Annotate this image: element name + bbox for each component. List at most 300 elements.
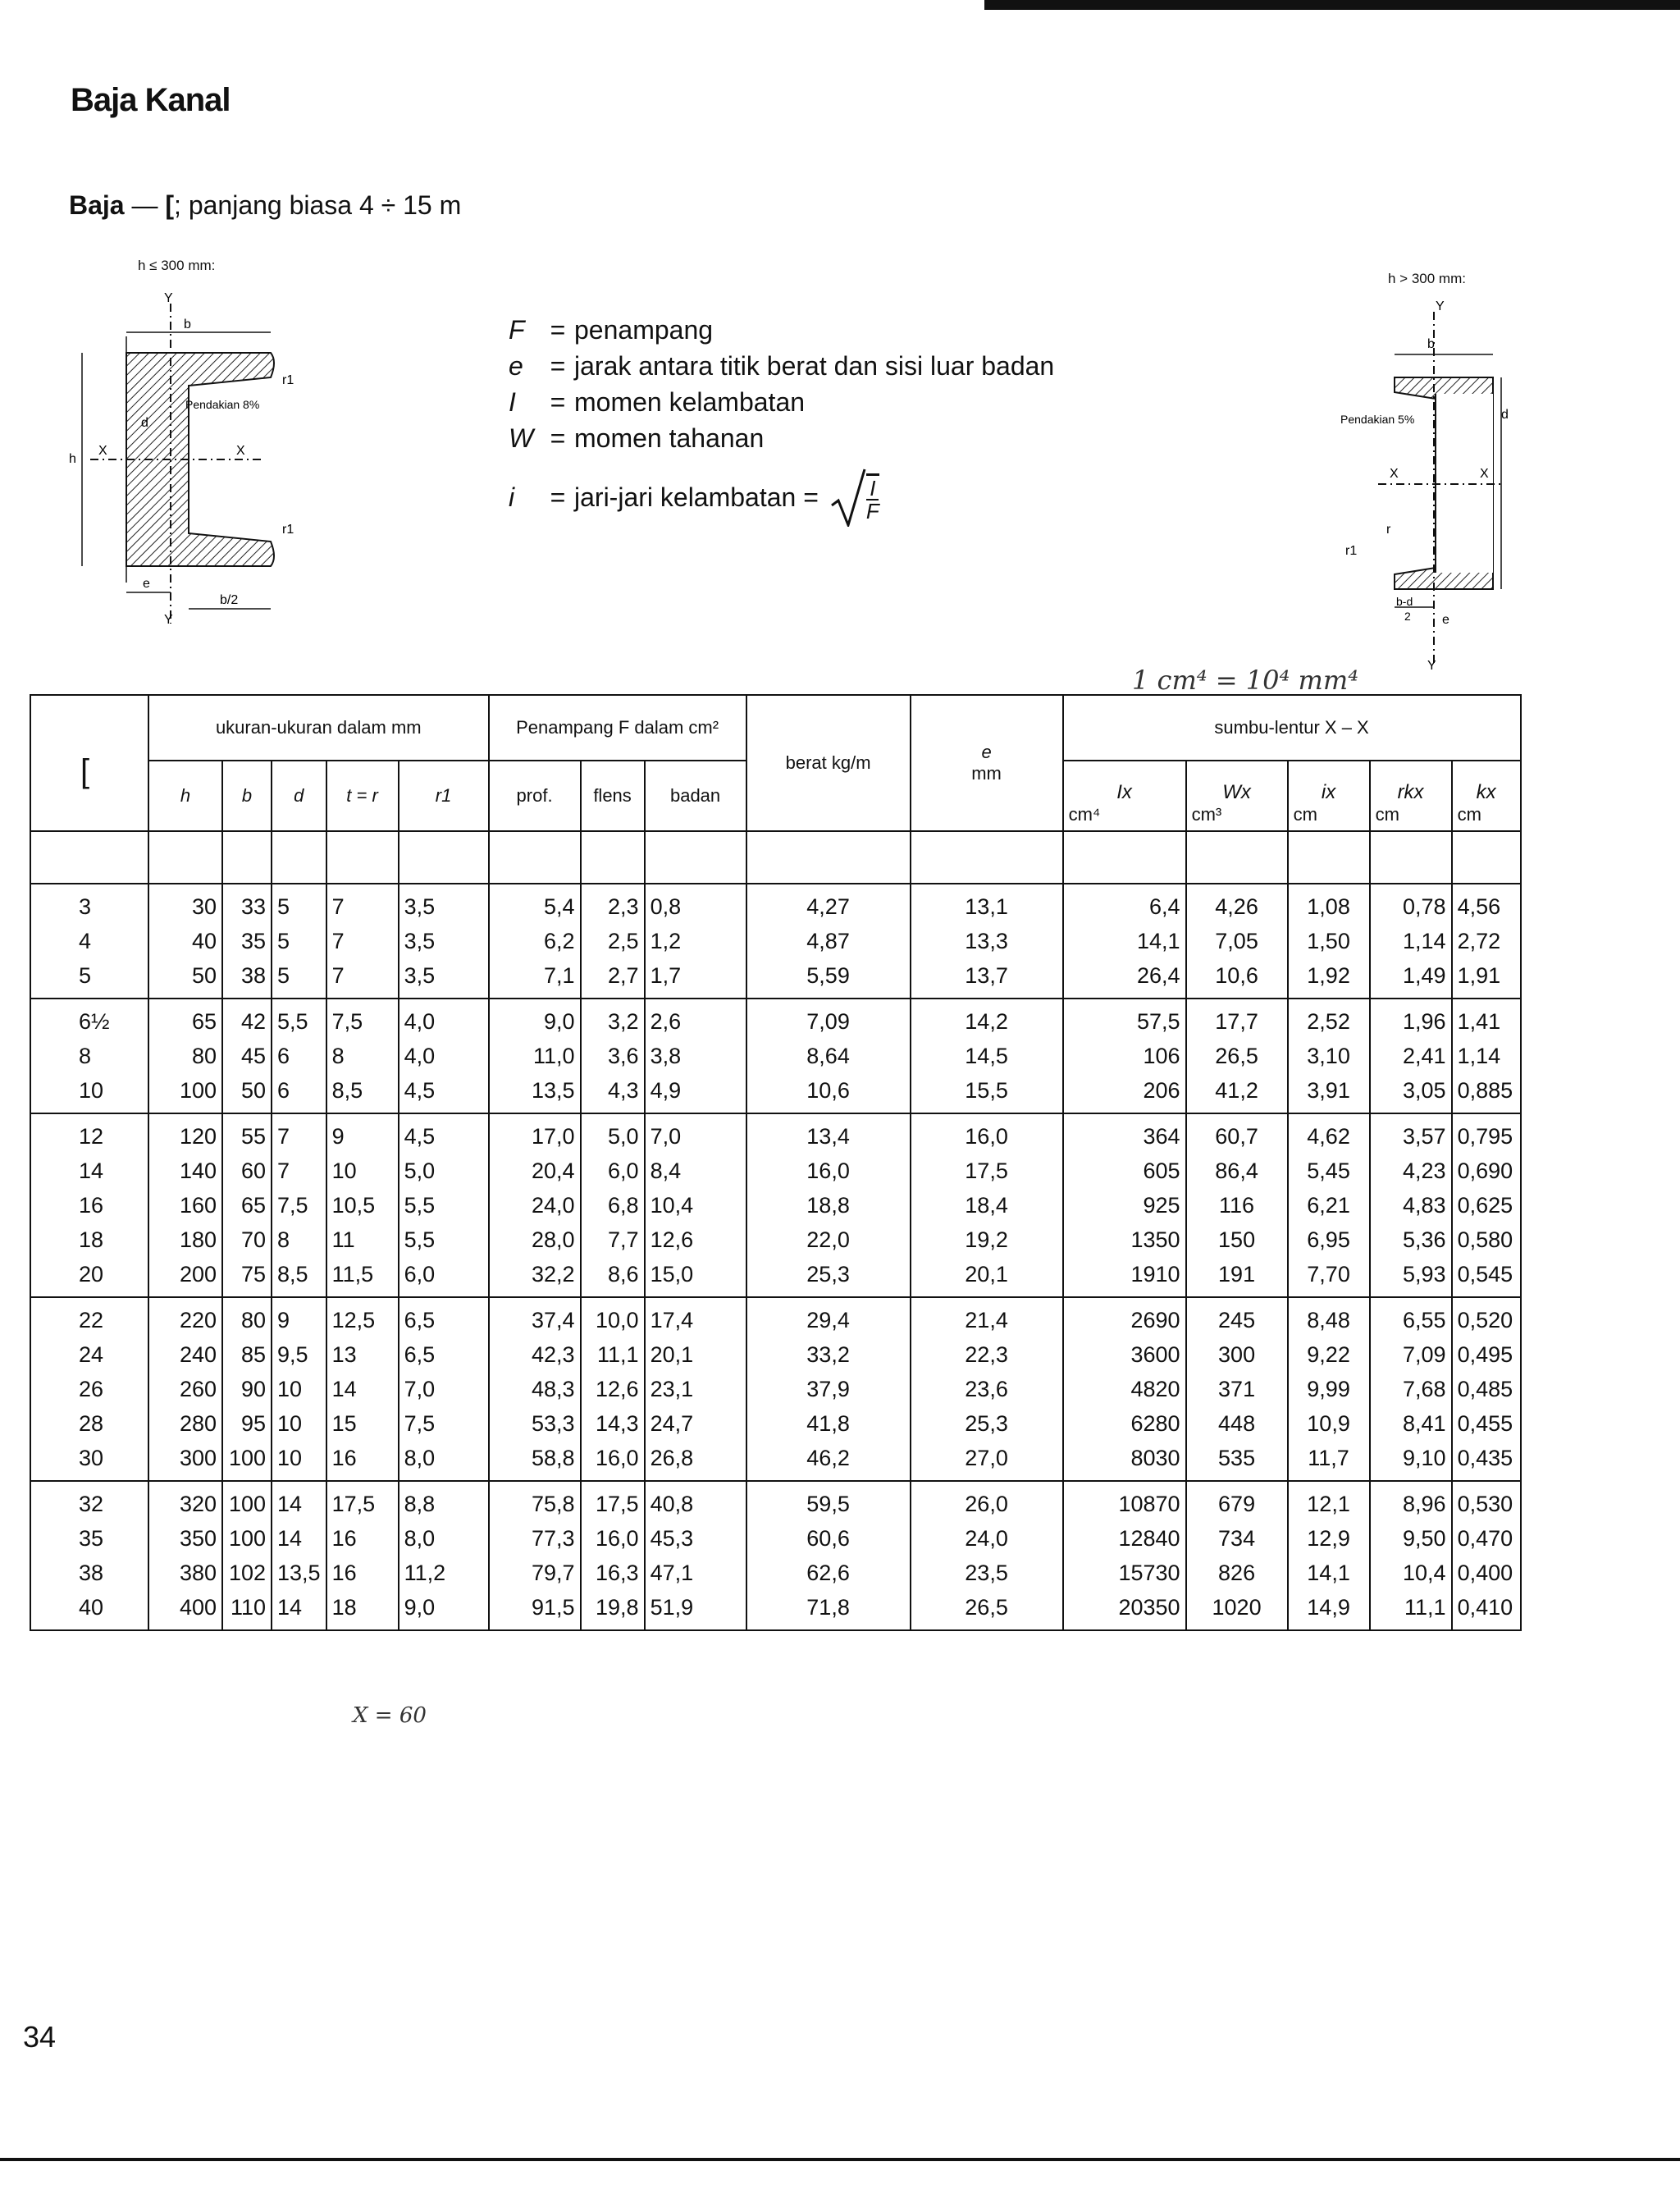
cell-value: 100 (179, 1078, 217, 1103)
cell-value: 6,5 (404, 1308, 436, 1332)
table-cell (489, 999, 581, 1113)
table-cell (1288, 999, 1370, 1113)
cell-value: 2,41 (1403, 1044, 1446, 1068)
cell-value: 8,0 (404, 1526, 436, 1551)
subtitle-rest: ; panjang biasa 4 ÷ 15 m (174, 190, 462, 220)
table-cell (746, 1297, 911, 1481)
cell-value: 26,5 (965, 1595, 1008, 1620)
scan-edge-bottom (0, 2158, 1680, 2161)
cell-value: 51,9 (650, 1595, 694, 1620)
table-cell (489, 1113, 581, 1297)
table-cell (1452, 1113, 1521, 1297)
cell-value: 8,48 (1307, 1308, 1350, 1332)
cell-value: 10,6 (806, 1078, 850, 1103)
table-cell (489, 1481, 581, 1630)
cell-value: 16,0 (596, 1446, 639, 1470)
cell-value: 3,10 (1307, 1044, 1350, 1068)
cell-value: 10,0 (596, 1308, 639, 1332)
cell-value: 0,400 (1457, 1561, 1513, 1585)
table-cell (645, 1113, 746, 1297)
cell-value: 12,5 (331, 1308, 376, 1332)
cell-value: 28,0 (532, 1227, 575, 1252)
cell-value: 75,8 (532, 1492, 575, 1516)
scan-edge-top (984, 0, 1680, 10)
cell-value: 17,5 (596, 1492, 639, 1516)
cell-value: 12,6 (596, 1377, 639, 1401)
table-cell (581, 999, 645, 1113)
cell-value: 1,7 (650, 963, 682, 988)
right-slope-label: Pendakian 5% (1340, 413, 1415, 426)
cell-value: 8,96 (1403, 1492, 1446, 1516)
cell-value: 4,3 (608, 1078, 639, 1103)
table-cell (148, 1297, 222, 1481)
left-x-label-right: X (236, 444, 245, 458)
cell-value: 14,5 (965, 1044, 1008, 1068)
table-cell (399, 1113, 489, 1297)
table-cell (1063, 884, 1186, 999)
cell-value: 42,3 (532, 1342, 575, 1367)
legend-text: momen kelambatan (574, 387, 806, 417)
table-cell (645, 1297, 746, 1481)
cell-value: 16,0 (965, 1124, 1008, 1149)
table-cell (326, 1297, 399, 1481)
cell-value: 15730 (1118, 1561, 1180, 1585)
cell-value: 280 (179, 1411, 217, 1436)
cell-value: 65 (240, 1193, 266, 1218)
table-cell (1186, 999, 1288, 1113)
table-row-group (30, 999, 1521, 1113)
cell-value: 14,1 (1307, 1561, 1350, 1585)
cell-value: 60,6 (806, 1526, 850, 1551)
cell-value: 3,2 (608, 1009, 639, 1034)
cell-value: 4,27 (806, 894, 850, 919)
cell-value: 191 (1218, 1262, 1256, 1287)
cell-value: 18,4 (965, 1193, 1008, 1218)
cell-value: 9,5 (277, 1342, 308, 1367)
cell-value: 8 (79, 1044, 92, 1068)
cell-value: 40 (79, 1595, 104, 1620)
left-b-half-label: b/2 (220, 593, 239, 607)
col-prof: prof. (489, 761, 581, 831)
cell-value: 8,4 (650, 1159, 682, 1183)
cell-value: 16,0 (806, 1159, 850, 1183)
legend-row: F = penampang (509, 312, 1054, 348)
cell-value: 10,4 (1403, 1561, 1446, 1585)
cell-value: 371 (1218, 1377, 1256, 1401)
cell-value: 47,1 (650, 1561, 694, 1585)
cell-value: 10870 (1118, 1492, 1180, 1516)
cell-value: 1,50 (1307, 929, 1350, 953)
cell-value: 33 (240, 894, 266, 919)
cell-value: 22,3 (965, 1342, 1008, 1367)
cell-value: 20,1 (650, 1342, 694, 1367)
cell-value: 7 (331, 929, 345, 953)
cell-value: 1,08 (1307, 894, 1350, 919)
cell-value: 26,0 (965, 1492, 1008, 1516)
cell-value: 9,0 (404, 1595, 436, 1620)
cell-value: 6,95 (1307, 1227, 1350, 1252)
table-cell (746, 1113, 911, 1297)
cell-value: 14 (331, 1377, 357, 1401)
cell-value: 91,5 (532, 1595, 575, 1620)
cell-value: 27,0 (965, 1446, 1008, 1470)
table-cell (326, 999, 399, 1113)
table-cell (1452, 999, 1521, 1113)
cell-value: 14 (277, 1492, 303, 1516)
col-kx (1452, 761, 1521, 831)
col-badan: badan (645, 761, 746, 831)
cell-value: 16 (331, 1561, 357, 1585)
table-cell (1063, 1481, 1186, 1630)
cell-value: 38 (240, 963, 266, 988)
cell-value: 1,2 (650, 929, 682, 953)
cell-value: 7,09 (1403, 1342, 1446, 1367)
cell-value: 15,5 (965, 1078, 1008, 1103)
cell-value: 9,10 (1403, 1446, 1446, 1470)
cell-value: 5,93 (1403, 1262, 1446, 1287)
axis-group-header: sumbu-lentur X – X (1063, 695, 1521, 761)
cell-value: 37,4 (532, 1308, 575, 1332)
cell-value: 18 (79, 1227, 104, 1252)
cell-value: 0,690 (1457, 1159, 1513, 1183)
cell-value: 14,3 (596, 1411, 639, 1436)
cell-value: 86,4 (1215, 1159, 1258, 1183)
e-header (911, 695, 1063, 831)
cell-value: 448 (1218, 1411, 1256, 1436)
legend-text: penampang (574, 315, 714, 345)
cell-value: 13,7 (965, 963, 1008, 988)
cell-value: 5,45 (1307, 1159, 1350, 1183)
cell-value: 7,7 (608, 1227, 639, 1252)
cell-value: 11,5 (331, 1262, 374, 1287)
cell-value: 45,3 (650, 1526, 694, 1551)
cell-value: 4,56 (1457, 894, 1501, 919)
table-cell (272, 999, 326, 1113)
col-flens: flens (581, 761, 645, 831)
cell-value: 7,09 (806, 1009, 850, 1034)
cell-value: 24,7 (650, 1411, 694, 1436)
cell-value: 79,7 (532, 1561, 575, 1585)
cell-value: 9 (331, 1124, 345, 1149)
table-cell (1288, 884, 1370, 999)
cell-value: 150 (1218, 1227, 1256, 1252)
cell-value: 0,495 (1457, 1342, 1513, 1367)
table-cell (1288, 1481, 1370, 1630)
cell-value: 734 (1218, 1526, 1256, 1551)
cell-value: 62,6 (806, 1561, 850, 1585)
legend-text: momen tahanan (574, 423, 765, 453)
cell-value: 5 (277, 963, 290, 988)
subtitle (69, 190, 461, 221)
table-cell (148, 999, 222, 1113)
cell-value: 26,5 (1215, 1044, 1258, 1068)
col-var: Wx (1222, 781, 1251, 803)
table-cell (1186, 1113, 1288, 1297)
area-group-header: Penampang F dalam cm² (489, 695, 746, 761)
cell-value: 10 (277, 1377, 303, 1401)
cell-value: 120 (179, 1124, 217, 1149)
cell-value: 32,2 (532, 1262, 575, 1287)
table-cell (581, 884, 645, 999)
cell-value: 9,50 (1403, 1526, 1446, 1551)
cell-value: 102 (228, 1561, 266, 1585)
table-cell (30, 1297, 148, 1481)
cell-value: 13,1 (965, 894, 1008, 919)
table-cell (30, 1113, 148, 1297)
col-rkx (1370, 761, 1452, 831)
cell-value: 7,68 (1403, 1377, 1446, 1401)
table-cell (30, 999, 148, 1113)
cell-value: 14,1 (1137, 929, 1180, 953)
page-title: Baja Kanal (71, 82, 231, 118)
cell-value: 8,8 (404, 1492, 436, 1516)
cell-value: 1350 (1130, 1227, 1180, 1252)
cell-value: 679 (1218, 1492, 1256, 1516)
cell-value: 7 (331, 894, 345, 919)
cell-value: 55 (240, 1124, 266, 1149)
legend-symbol: I (509, 387, 516, 417)
cell-value: 380 (179, 1561, 217, 1585)
cell-value: 11,1 (597, 1342, 639, 1367)
cell-value: 0,410 (1457, 1595, 1513, 1620)
cell-value: 46,2 (806, 1446, 850, 1470)
col-b: b (222, 761, 272, 831)
table-cell (272, 884, 326, 999)
cell-value: 925 (1143, 1193, 1180, 1218)
cell-value: 20,4 (532, 1159, 575, 1183)
channel-symbol: [ (165, 190, 175, 220)
cell-value: 13,5 (532, 1078, 575, 1103)
cell-value: 12 (79, 1124, 104, 1149)
cell-value: 2,3 (608, 894, 639, 919)
col-var: rkx (1397, 781, 1424, 803)
cell-value: 90 (240, 1377, 266, 1401)
cell-value: 2,52 (1307, 1009, 1350, 1034)
cell-value: 29,4 (806, 1308, 850, 1332)
cell-value: 26,4 (1137, 963, 1180, 988)
cell-value: 3,5 (404, 929, 436, 953)
cell-value: 17,7 (1215, 1009, 1258, 1034)
cell-value: 535 (1218, 1446, 1256, 1470)
table-cell (222, 1481, 272, 1630)
cell-value: 19,8 (596, 1595, 639, 1620)
cell-value: 22 (79, 1308, 104, 1332)
cell-value: 19,2 (965, 1227, 1008, 1252)
right-figure-condition: h > 300 mm: (1388, 271, 1466, 286)
cell-value: 18,8 (806, 1193, 850, 1218)
profile-header: [ (30, 695, 148, 831)
radical-sign-icon (830, 468, 866, 527)
cell-value: 11,1 (1404, 1595, 1446, 1620)
cell-value: 7,5 (277, 1193, 308, 1218)
table-cell (746, 884, 911, 999)
cell-value: 7,70 (1307, 1262, 1350, 1287)
table-cell (645, 884, 746, 999)
table-cell (326, 884, 399, 999)
cell-value: 6,21 (1307, 1193, 1350, 1218)
table-cell (1370, 884, 1452, 999)
cell-value: 7,05 (1215, 929, 1258, 953)
cell-value: 9 (277, 1308, 290, 1332)
cell-value: 300 (1218, 1342, 1256, 1367)
cell-value: 8030 (1130, 1446, 1180, 1470)
cell-value: 23,1 (650, 1377, 694, 1401)
cell-value: 6 (277, 1078, 290, 1103)
table-cell (326, 1113, 399, 1297)
table-cell (30, 884, 148, 999)
subtitle-bold: Baja (69, 190, 125, 220)
cell-value: 18 (331, 1595, 357, 1620)
cell-value: 14 (277, 1595, 303, 1620)
cell-value: 16 (79, 1193, 104, 1218)
col-ix-radius (1288, 761, 1370, 831)
cell-value: 1910 (1130, 1262, 1180, 1287)
cell-value: 3,57 (1403, 1124, 1446, 1149)
cell-value: 2,6 (650, 1009, 682, 1034)
table-cell (1288, 1113, 1370, 1297)
cell-value: 320 (179, 1492, 217, 1516)
legend-symbol: i (509, 482, 515, 512)
cell-value: 3,91 (1307, 1078, 1350, 1103)
cell-value: 245 (1218, 1308, 1256, 1332)
cell-value: 0,435 (1457, 1446, 1513, 1470)
cell-value: 1,91 (1457, 963, 1501, 988)
cell-value: 4,5 (404, 1124, 436, 1149)
legend-symbol: W (509, 423, 534, 453)
table-cell (272, 1297, 326, 1481)
table-cell (746, 1481, 911, 1630)
cell-value: 22,0 (806, 1227, 850, 1252)
table-cell (399, 1297, 489, 1481)
cell-value: 3,05 (1403, 1078, 1446, 1103)
table-cell (1063, 999, 1186, 1113)
cell-value: 300 (179, 1446, 217, 1470)
cell-value: 6,4 (1149, 894, 1180, 919)
table-cell (222, 884, 272, 999)
cell-value: 6,8 (608, 1193, 639, 1218)
cell-value: 10,5 (331, 1193, 376, 1218)
cell-value: 6,55 (1403, 1308, 1446, 1332)
cell-value: 6,2 (544, 929, 575, 953)
left-b-label: b (184, 318, 191, 331)
cell-value: 9,22 (1307, 1342, 1350, 1367)
col-t: t = r (326, 761, 399, 831)
cell-value: 0,78 (1403, 894, 1446, 919)
cell-value: 70 (240, 1227, 266, 1252)
table-cell (1452, 1481, 1521, 1630)
cell-value: 8,5 (277, 1262, 308, 1287)
col-r1: r1 (399, 761, 489, 831)
cell-value: 75 (240, 1262, 266, 1287)
cell-value: 16,3 (596, 1561, 639, 1585)
legend-symbol: e (509, 351, 523, 381)
table-cell (222, 999, 272, 1113)
cell-value: 3,5 (404, 894, 436, 919)
cell-value: 24,0 (965, 1526, 1008, 1551)
cell-value: 5,5 (404, 1227, 436, 1252)
cell-value: 10 (277, 1446, 303, 1470)
left-e-label: e (143, 577, 150, 591)
cell-value: 17,5 (331, 1492, 376, 1516)
right-x-label-right: X (1480, 467, 1489, 481)
cell-value: 364 (1143, 1124, 1180, 1149)
cell-value: 0,455 (1457, 1411, 1513, 1436)
cell-value: 11,0 (533, 1044, 575, 1068)
table-cell (272, 1481, 326, 1630)
cell-value: 38 (79, 1561, 104, 1585)
table-cell (148, 884, 222, 999)
cell-value: 4,0 (404, 1044, 436, 1068)
cell-value: 17,0 (532, 1124, 575, 1149)
cell-value: 100 (228, 1446, 266, 1470)
cell-value: 16,0 (596, 1526, 639, 1551)
cell-value: 116 (1219, 1193, 1255, 1218)
formula-numerator: I (866, 478, 879, 500)
cell-value: 8,5 (331, 1078, 363, 1103)
cell-value: 5,59 (806, 963, 850, 988)
legend-row: e = jarak antara titik berat dan sisi luar badan (509, 348, 1054, 384)
cell-value: 48,3 (532, 1377, 575, 1401)
col-unit: cm (1457, 804, 1481, 825)
cell-value: 28 (79, 1411, 104, 1436)
cell-value: 605 (1143, 1159, 1180, 1183)
cell-value: 5,36 (1403, 1227, 1446, 1252)
left-d-label: d (141, 416, 148, 430)
cell-value: 26,8 (650, 1446, 694, 1470)
cell-value: 2690 (1130, 1308, 1180, 1332)
cell-value: 53,3 (532, 1411, 575, 1436)
cell-value: 0,545 (1457, 1262, 1513, 1287)
cell-value: 8 (331, 1044, 345, 1068)
table-row-group (30, 1113, 1521, 1297)
table-cell (1370, 1113, 1452, 1297)
cell-value: 16 (331, 1526, 357, 1551)
legend-text: jari-jari kelambatan = (574, 482, 819, 512)
table-cell (911, 1481, 1063, 1630)
table-row-group (30, 1481, 1521, 1630)
cell-value: 4,9 (650, 1078, 682, 1103)
table-body (30, 831, 1521, 1630)
cell-value: 33,2 (806, 1342, 850, 1367)
cell-value: 13 (331, 1342, 357, 1367)
table-cell (1288, 1297, 1370, 1481)
col-ix-moment (1063, 761, 1186, 831)
cell-value: 12,6 (650, 1227, 694, 1252)
right-y-bottom-label: Y (1427, 659, 1436, 673)
cell-value: 826 (1218, 1561, 1256, 1585)
cell-value: 40,8 (650, 1492, 694, 1516)
cell-value: 17,5 (965, 1159, 1008, 1183)
table-cell (746, 999, 911, 1113)
col-var: ix (1321, 781, 1336, 803)
right-e-label: e (1442, 613, 1449, 627)
right-y-top-label: Y (1436, 299, 1445, 313)
table-cell (911, 999, 1063, 1113)
cell-value: 24,0 (532, 1193, 575, 1218)
table-cell (1370, 999, 1452, 1113)
cell-value: 20350 (1118, 1595, 1180, 1620)
cell-value: 25,3 (965, 1411, 1008, 1436)
cell-value: 14,9 (1307, 1595, 1350, 1620)
cell-value: 30 (79, 1446, 104, 1470)
channel-section-large-diagram (1329, 295, 1526, 673)
right-two-label: 2 (1404, 610, 1411, 623)
table-cell (489, 884, 581, 999)
cell-value: 1,14 (1403, 929, 1446, 953)
cell-value: 4,23 (1403, 1159, 1446, 1183)
right-b-label: b (1427, 337, 1435, 351)
cell-value: 0,580 (1457, 1227, 1513, 1252)
